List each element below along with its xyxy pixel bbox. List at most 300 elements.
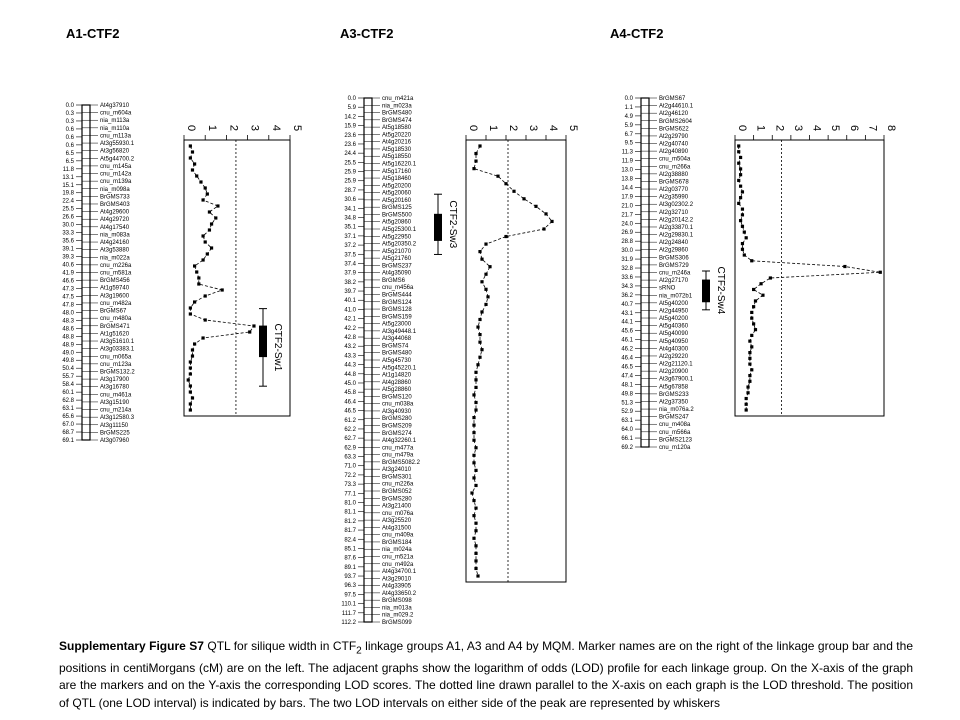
lg3-position-label: 1.1 — [624, 104, 633, 111]
lg3-lod-point — [739, 219, 742, 222]
lg3-marker-label: nia_m076a.2 — [659, 407, 694, 414]
lg2-marker-label: BrGMS480 — [382, 350, 412, 357]
caption-text-1: QTL for silique width in CTF — [203, 639, 357, 653]
lg1-marker-label: cnu_m480a — [100, 316, 132, 323]
lg1-position-label: 40.6 — [62, 262, 74, 269]
lg3-lod-point — [748, 357, 751, 360]
lg1-marker-label: nia_m113a — [100, 118, 130, 125]
lg3-lod-point — [769, 276, 772, 279]
lg1-lod-point — [195, 174, 198, 177]
lg1-position-label: 63.1 — [62, 406, 74, 413]
lg2-marker-label: cnu_m477a — [382, 445, 414, 452]
lg3-lod-point — [750, 368, 753, 371]
lg3-position-label: 46.1 — [621, 337, 633, 344]
lg1-marker-label: At3g16780 — [100, 384, 130, 391]
lg3-lod-point — [752, 305, 755, 308]
lg2-position-label: 72.2 — [344, 472, 356, 479]
lg2-lod-point — [474, 386, 477, 389]
lg3-marker-label: BrGMS233 — [659, 391, 689, 398]
lg1-marker-label: At1g59740 — [100, 285, 130, 292]
lg1-position-label: 0.6 — [65, 126, 74, 133]
lg3-lod-point — [741, 213, 744, 216]
lg3-lod-point — [750, 334, 753, 337]
lg2-marker-label: At5g20200 — [382, 183, 412, 190]
lg3-position-label: 46.2 — [621, 346, 633, 353]
lg2-lod-point — [472, 431, 475, 434]
lg3-marker-label: At3g67900.1 — [659, 376, 694, 383]
lg1-lod-point — [191, 396, 194, 399]
lg2-lod-point — [480, 258, 483, 261]
lg1-lod-point — [204, 240, 207, 243]
lg3-marker-label: At2g40740 — [659, 141, 689, 148]
lg1-marker-label: At4g29720 — [100, 217, 130, 224]
lg3-lod-profile-line — [739, 146, 881, 410]
lg2-position-label: 41.0 — [344, 307, 356, 314]
lg3-lod-point — [739, 173, 742, 176]
lg2-marker-label: BrGMS052 — [382, 489, 412, 495]
title-a1: A1-CTF2 — [66, 26, 120, 41]
lg2-marker-label: BrGMS184 — [382, 539, 412, 546]
lg2-axis-tick-label: 0 — [467, 124, 479, 132]
lg3-position-label: 13.8 — [621, 176, 633, 183]
lg3-position-label: 44.1 — [621, 319, 633, 326]
lg3-lod-point — [741, 225, 744, 228]
lg3-position-label: 21.0 — [621, 203, 633, 210]
lg2-position-label: 85.1 — [344, 546, 356, 553]
lg1-marker-label: At4g24160 — [100, 240, 130, 247]
lg2-position-label: 37.2 — [344, 243, 356, 250]
lg3-lod-point — [746, 391, 749, 394]
lg2-marker-label: At3g25520 — [382, 518, 412, 525]
lg3-lod-point — [745, 403, 748, 406]
lg3-lod-point — [750, 259, 753, 262]
lg1-marker-label: At3g56820 — [100, 148, 130, 155]
lg3-qtl-interval-bar — [702, 280, 710, 303]
lg1-position-label: 50.4 — [62, 366, 74, 373]
lg2-chart-frame — [466, 140, 566, 582]
lg1-marker-label: BrGMS733 — [100, 194, 130, 201]
lg1-marker-label: nia_m110a — [100, 125, 130, 132]
lg2-lod-point — [480, 280, 483, 283]
lg1-lod-point — [204, 318, 207, 321]
lg1-lod-point — [189, 360, 192, 363]
lg1-lod-point — [204, 186, 207, 189]
lg3-marker-label: BrGMS306 — [659, 255, 689, 262]
lg1-lod-point — [248, 330, 251, 333]
lg1-position-label: 48.6 — [62, 326, 74, 333]
lg2-marker-label: At5g28860 — [382, 387, 412, 394]
lg2-lod-point — [472, 454, 475, 457]
lg2-position-label: 28.7 — [344, 187, 356, 194]
lg3-marker-label: BrGMS622 — [659, 126, 689, 133]
lg1-position-label: 0.6 — [65, 142, 74, 149]
lg2-marker-label: At5g45220.1 — [382, 365, 417, 372]
lg2-lod-profile-line — [472, 146, 552, 576]
lg2-lod-point — [504, 235, 507, 238]
lg2-marker-label: BrGMS5082.2 — [382, 459, 421, 466]
lg2-lod-point — [478, 341, 481, 344]
lg2-position-label: 110.1 — [341, 601, 356, 608]
lg3-position-label: 5.9 — [624, 122, 633, 129]
lg1-position-label: 48.3 — [62, 318, 74, 325]
lg1-marker-label: BrGMS132.2 — [100, 369, 135, 376]
lg2-position-label: 62.9 — [344, 445, 356, 452]
lg3-lod-point — [750, 345, 753, 348]
lg2-position-label: 44.3 — [344, 362, 356, 369]
lg2-lod-point — [542, 227, 545, 230]
lg3-marker-label: At5g40090 — [659, 331, 689, 338]
lg3-position-label: 52.9 — [621, 409, 633, 416]
lg1-lod-point — [189, 312, 192, 315]
lg3-lod-point — [754, 299, 757, 302]
lg3-lod-point — [752, 288, 755, 291]
lg1-lod-point — [199, 180, 202, 183]
lg1-marker-label: nia_m083a — [100, 232, 130, 239]
lg1-lod-point — [193, 162, 196, 165]
lg2-lod-point — [474, 559, 477, 562]
lg3-marker-label: At2g21120.1 — [659, 361, 693, 368]
lg1-lod-point — [210, 222, 213, 225]
lg1-marker-label: cnu_m226a — [100, 262, 132, 269]
lg3-lod-point — [754, 328, 757, 331]
lg1-position-label: 47.3 — [62, 286, 74, 293]
lg3-position-label: 28.8 — [621, 239, 633, 246]
lg1-lod-point — [206, 252, 209, 255]
lg3-marker-label: At2g40890 — [659, 149, 689, 156]
lg2-lod-point — [472, 393, 475, 396]
lg3-axis-tick-label: 7 — [866, 124, 879, 132]
lg3-marker-label: BrGMS729 — [659, 262, 689, 269]
lg1-position-label: 49.8 — [62, 358, 74, 365]
lg1-lod-point — [252, 324, 255, 327]
lg1-position-label: 48.8 — [62, 334, 74, 341]
lg2-marker-label: BrGMS125 — [382, 205, 412, 212]
lg2-marker-label: At3g24010 — [382, 467, 412, 474]
lg1-marker-label: cnu_m142a — [100, 171, 132, 178]
lg1-lod-point — [204, 294, 207, 297]
lg2-position-label: 0.0 — [347, 96, 356, 102]
lg2-marker-label: BrGMS500 — [382, 212, 412, 219]
lg2-lod-point — [496, 175, 499, 178]
lg1-marker-label: At3g19600 — [100, 293, 130, 300]
lg2-lod-point — [478, 333, 481, 336]
lg2-position-label: 25.9 — [344, 178, 356, 185]
lg2-lod-point — [474, 522, 477, 525]
lg3-position-label: 0.0 — [624, 96, 633, 102]
lg3-marker-label: cnu_m566a — [659, 429, 691, 436]
lg2-position-label: 38.2 — [344, 279, 356, 286]
lg1-marker-label: nia_m098a — [100, 186, 130, 193]
lg3-marker-label: At5g67858 — [659, 384, 689, 391]
lg2-lod-point — [474, 544, 477, 547]
lg2-marker-label: cnu_m492a — [382, 561, 414, 568]
lg2-lod-point — [474, 529, 477, 532]
lg1-qtl-label: CTF2-Sw1 — [272, 323, 283, 372]
lg3-position-label: 49.8 — [621, 391, 633, 398]
lg2-marker-label: nia_m013a — [382, 605, 412, 612]
lg1-marker-label: cnu_m214a — [100, 407, 132, 414]
lg1-lod-point — [189, 384, 192, 387]
lg2-lod-point — [472, 537, 475, 540]
lg1-lod-point — [189, 156, 192, 159]
lg2-marker-label: At3g49448.1 — [382, 328, 417, 335]
lg1-position-label: 13.1 — [62, 174, 74, 181]
lg2-position-label: 71.0 — [344, 463, 356, 470]
lg1-position-label: 46.6 — [62, 278, 74, 285]
lg3-marker-label: BrGMS2123 — [659, 437, 693, 444]
lg3-lod-point — [748, 374, 751, 377]
lg2-marker-label: BrGMS6 — [382, 277, 406, 284]
lg2-position-label: 82.4 — [344, 537, 356, 544]
lg2-marker-label: At5g20060 — [382, 190, 412, 197]
lg2-marker-label: At4g33650.2 — [382, 590, 417, 597]
lg2-lod-point — [474, 469, 477, 472]
lg2-lod-point — [474, 446, 477, 449]
lg3-marker-label: At2g35990 — [659, 194, 689, 201]
lg2-position-label: 44.8 — [344, 371, 356, 378]
lg2-marker-label: At5g20160 — [382, 197, 412, 204]
lg3-axis-tick-label: 2 — [773, 124, 786, 132]
title-a3: A3-CTF2 — [340, 26, 394, 41]
lg1-lod-point — [189, 144, 192, 147]
lg3-axis-tick-label: 1 — [754, 124, 767, 132]
lg3-marker-label: At2g29830.1 — [659, 232, 694, 239]
lg1-position-label: 68.7 — [62, 430, 74, 437]
lg2-lod-point — [474, 408, 477, 411]
lg2-position-label: 81.0 — [344, 500, 356, 507]
lg2-position-label: 39.7 — [344, 289, 356, 296]
lg1-position-label: 62.8 — [62, 398, 74, 405]
lg1-lod-point — [189, 366, 192, 369]
lg3-marker-label: At2g44610.1 — [659, 103, 694, 110]
lg2-marker-label: At5g25300.1 — [382, 227, 417, 233]
lg3-position-label: 33.6 — [621, 274, 633, 281]
lg1-position-label: 65.6 — [62, 414, 74, 421]
lg3-position-label: 45.6 — [621, 328, 633, 335]
lg2-lod-point — [474, 484, 477, 487]
lg3-position-label: 11.3 — [621, 149, 633, 156]
lg1-marker-label: cnu_m145a — [100, 163, 132, 170]
lg3-marker-label: At2g46120 — [659, 111, 689, 118]
lg2-position-label: 46.5 — [344, 408, 356, 415]
lg3-axis-tick-label: 0 — [736, 124, 748, 132]
lg2-qtl-interval-bar — [434, 214, 442, 241]
lg3-marker-label: BrGMS247 — [659, 414, 689, 421]
lg1-lod-point — [189, 402, 192, 405]
lg1-position-label: 47.8 — [62, 302, 74, 309]
lg3-position-label: 26.9 — [621, 230, 633, 237]
lg3-marker-label: BrGMS2604 — [659, 118, 693, 125]
lg2-position-label: 87.6 — [344, 555, 356, 562]
lg3-lod-point — [748, 362, 751, 365]
lg1-marker-label: At3g12580.3 — [100, 415, 135, 422]
lg3-marker-label: nia_m072b1 — [659, 293, 693, 300]
lg1-position-label: 55.7 — [62, 374, 74, 381]
lg3-lod-point — [748, 351, 751, 354]
lg3-lod-point — [741, 242, 744, 245]
lg1-lod-point — [191, 354, 194, 357]
lg2-lod-point — [478, 250, 481, 253]
lg3-marker-label: At4g40300 — [659, 346, 689, 353]
lg2-position-label: 34.1 — [344, 206, 356, 213]
lg2-position-label: 37.4 — [344, 261, 356, 268]
lg1-position-label: 22.4 — [62, 198, 74, 205]
lg1-marker-label: At3g11150 — [100, 422, 129, 429]
lg2-marker-label: At4g32260.1 — [382, 438, 417, 445]
lg2-lod-point — [504, 182, 507, 185]
lg1-axis-tick-label: 3 — [248, 124, 261, 132]
lg3-lod-point — [745, 397, 748, 400]
caption-label: Supplementary Figure S7 — [59, 639, 204, 653]
lg2-marker-label: At5g45730 — [382, 358, 412, 364]
lg2-axis-tick-label: 2 — [507, 124, 519, 132]
lg2-lod-point — [534, 205, 537, 208]
lg1-position-label: 35.6 — [62, 238, 74, 245]
lg2-lod-point — [472, 476, 475, 479]
lg3-marker-label: At2g27170 — [659, 278, 689, 285]
lg2-marker-label: At5g22950 — [382, 234, 412, 241]
lg3-lod-point — [748, 340, 751, 343]
lg3-lod-point — [761, 294, 764, 297]
lg2-marker-label: At3g40930 — [382, 408, 412, 415]
lg1-marker-label: cnu_m139a — [100, 179, 132, 186]
title-a4: A4-CTF2 — [610, 26, 664, 41]
lg2-lod-point — [478, 318, 481, 321]
lg1-marker-label: cnu_m065a — [100, 354, 132, 361]
lg2-marker-label: BrGMS444 — [382, 292, 412, 299]
lg1-lod-point — [197, 282, 200, 285]
lg2-lod-point — [484, 273, 487, 276]
lg1-lod-point — [193, 264, 196, 267]
lg1-position-label: 25.5 — [62, 206, 74, 213]
lg2-position-label: 81.7 — [344, 528, 356, 535]
lg3-marker-label: BrGMS678 — [659, 179, 689, 186]
lg2-lod-point — [472, 424, 475, 427]
lg2-position-label: 112.2 — [341, 620, 356, 626]
lg1-marker-label: At4g37910 — [100, 103, 130, 109]
lg3-position-label: 9.5 — [624, 140, 633, 147]
lg2-marker-label: BrGMS099 — [382, 620, 412, 626]
lg1-lod-point — [206, 192, 209, 195]
lg3-position-label: 14.4 — [621, 185, 633, 192]
lg2-marker-label: At3g29010 — [382, 576, 412, 583]
lg1-position-label: 0.6 — [65, 134, 74, 141]
lg2-position-label: 63.3 — [344, 454, 356, 461]
lg2-marker-label: At5g23000 — [382, 321, 412, 328]
lg1-marker-label: cnu_m482a — [100, 300, 132, 307]
lg3-lod-point — [737, 162, 740, 165]
lg1-position-label: 69.1 — [62, 438, 74, 444]
lg2-marker-label: cnu_m038a — [382, 401, 414, 408]
lg3-axis-tick-label: 3 — [791, 124, 804, 132]
lg1-position-label: 48.0 — [62, 310, 74, 317]
lg2-lod-point — [474, 552, 477, 555]
lg2-marker-label: cnu_m456a — [382, 285, 414, 292]
lg2-position-label: 30.6 — [344, 197, 356, 204]
lg1-marker-label: BrGMS471 — [100, 323, 130, 330]
lg3-lod-point — [743, 230, 746, 233]
lg1-position-label: 11.8 — [62, 166, 74, 173]
lg2-marker-label: At4g20216 — [382, 139, 412, 146]
lg2-marker-label: cnu_m226a — [382, 481, 414, 488]
lg2-position-label: 25.5 — [344, 160, 356, 167]
lg1-lod-point — [189, 390, 192, 393]
lg2-position-label: 34.8 — [344, 215, 356, 222]
lg1-position-label: 6.5 — [65, 150, 74, 157]
lg2-marker-label: At4g33905 — [382, 583, 412, 590]
lg2-marker-label: BrGMS159 — [382, 314, 412, 321]
lg2-position-label: 40.1 — [344, 298, 356, 305]
lg2-lod-point — [484, 303, 487, 306]
lg1-lod-point — [216, 204, 219, 207]
lg2-marker-label: BrGMS480 — [382, 110, 412, 117]
lg3-lod-point — [741, 208, 744, 211]
lg1-axis-tick-label: 5 — [291, 124, 303, 132]
lg2-marker-label: BrGMS237 — [382, 263, 412, 270]
lg3-lod-point — [745, 236, 748, 239]
lg3-lod-point — [743, 253, 746, 256]
lg2-marker-label: cnu_m076a — [382, 510, 414, 517]
lg3-position-label: 63.1 — [621, 418, 633, 425]
lg3-position-label: 46.5 — [621, 364, 633, 371]
lg2-marker-label: BrGMS301 — [382, 474, 412, 481]
lg3-marker-label: BrGMS67 — [659, 96, 686, 102]
lg2-position-label: 61.2 — [344, 417, 356, 424]
lg2-position-label: 42.1 — [344, 316, 356, 323]
lg2-position-label: 37.5 — [344, 252, 356, 259]
lg3-position-label: 40.7 — [621, 301, 633, 308]
lg1-lod-point — [197, 276, 200, 279]
lg2-position-label: 42.2 — [344, 325, 356, 332]
lg1-marker-label: nia_m022a — [100, 255, 130, 262]
lg2-marker-label: At3g21400 — [382, 503, 412, 510]
lg3-marker-label: At2g29220 — [659, 353, 689, 360]
lg2-lod-point — [472, 461, 475, 464]
lg3-marker-label: At5g40950 — [659, 338, 689, 345]
lg1-position-label: 30.0 — [62, 222, 74, 229]
lg3-position-label: 34.3 — [621, 283, 633, 290]
lg3-lod-point — [843, 265, 846, 268]
lg2-marker-label: nia_m023a — [382, 103, 412, 110]
lg2-lod-point — [474, 567, 477, 570]
lg2-marker-label: At5g21760 — [382, 256, 412, 263]
lg1-position-label: 39.3 — [62, 254, 74, 261]
lg2-marker-label: At4g35090 — [382, 270, 412, 277]
lg3-marker-label: At5g40360 — [659, 323, 689, 330]
lg2-lod-point — [472, 439, 475, 442]
lg1-marker-label: BrGMS225 — [100, 430, 130, 437]
lg1-lod-point — [201, 336, 204, 339]
lg3-position-label: 11.9 — [621, 158, 633, 165]
lg1-marker-label: At3g51610.1 — [100, 339, 135, 346]
lg1-marker-label: cnu_m113a — [100, 133, 131, 140]
lg2-position-label: 89.1 — [344, 564, 356, 571]
lg3-position-label: 30.0 — [621, 248, 633, 255]
lg3-marker-label: At5g40200 — [659, 300, 689, 307]
lg2-position-label: 43.2 — [344, 344, 356, 351]
lg2-position-label: 42.8 — [344, 335, 356, 342]
lg3-lod-point — [739, 167, 742, 170]
lg1-position-label: 48.9 — [62, 342, 74, 349]
lg2-lod-point — [550, 220, 553, 223]
lg1-position-label: 67.0 — [62, 422, 74, 429]
lg2-lod-point — [480, 310, 483, 313]
lg1-lod-point — [187, 378, 190, 381]
lg1-axis-tick-label: 4 — [269, 124, 282, 132]
lg3-lod-point — [748, 380, 751, 383]
lg3-position-label: 17.9 — [621, 194, 633, 201]
lg1-marker-label: At3g07960 — [100, 438, 130, 444]
